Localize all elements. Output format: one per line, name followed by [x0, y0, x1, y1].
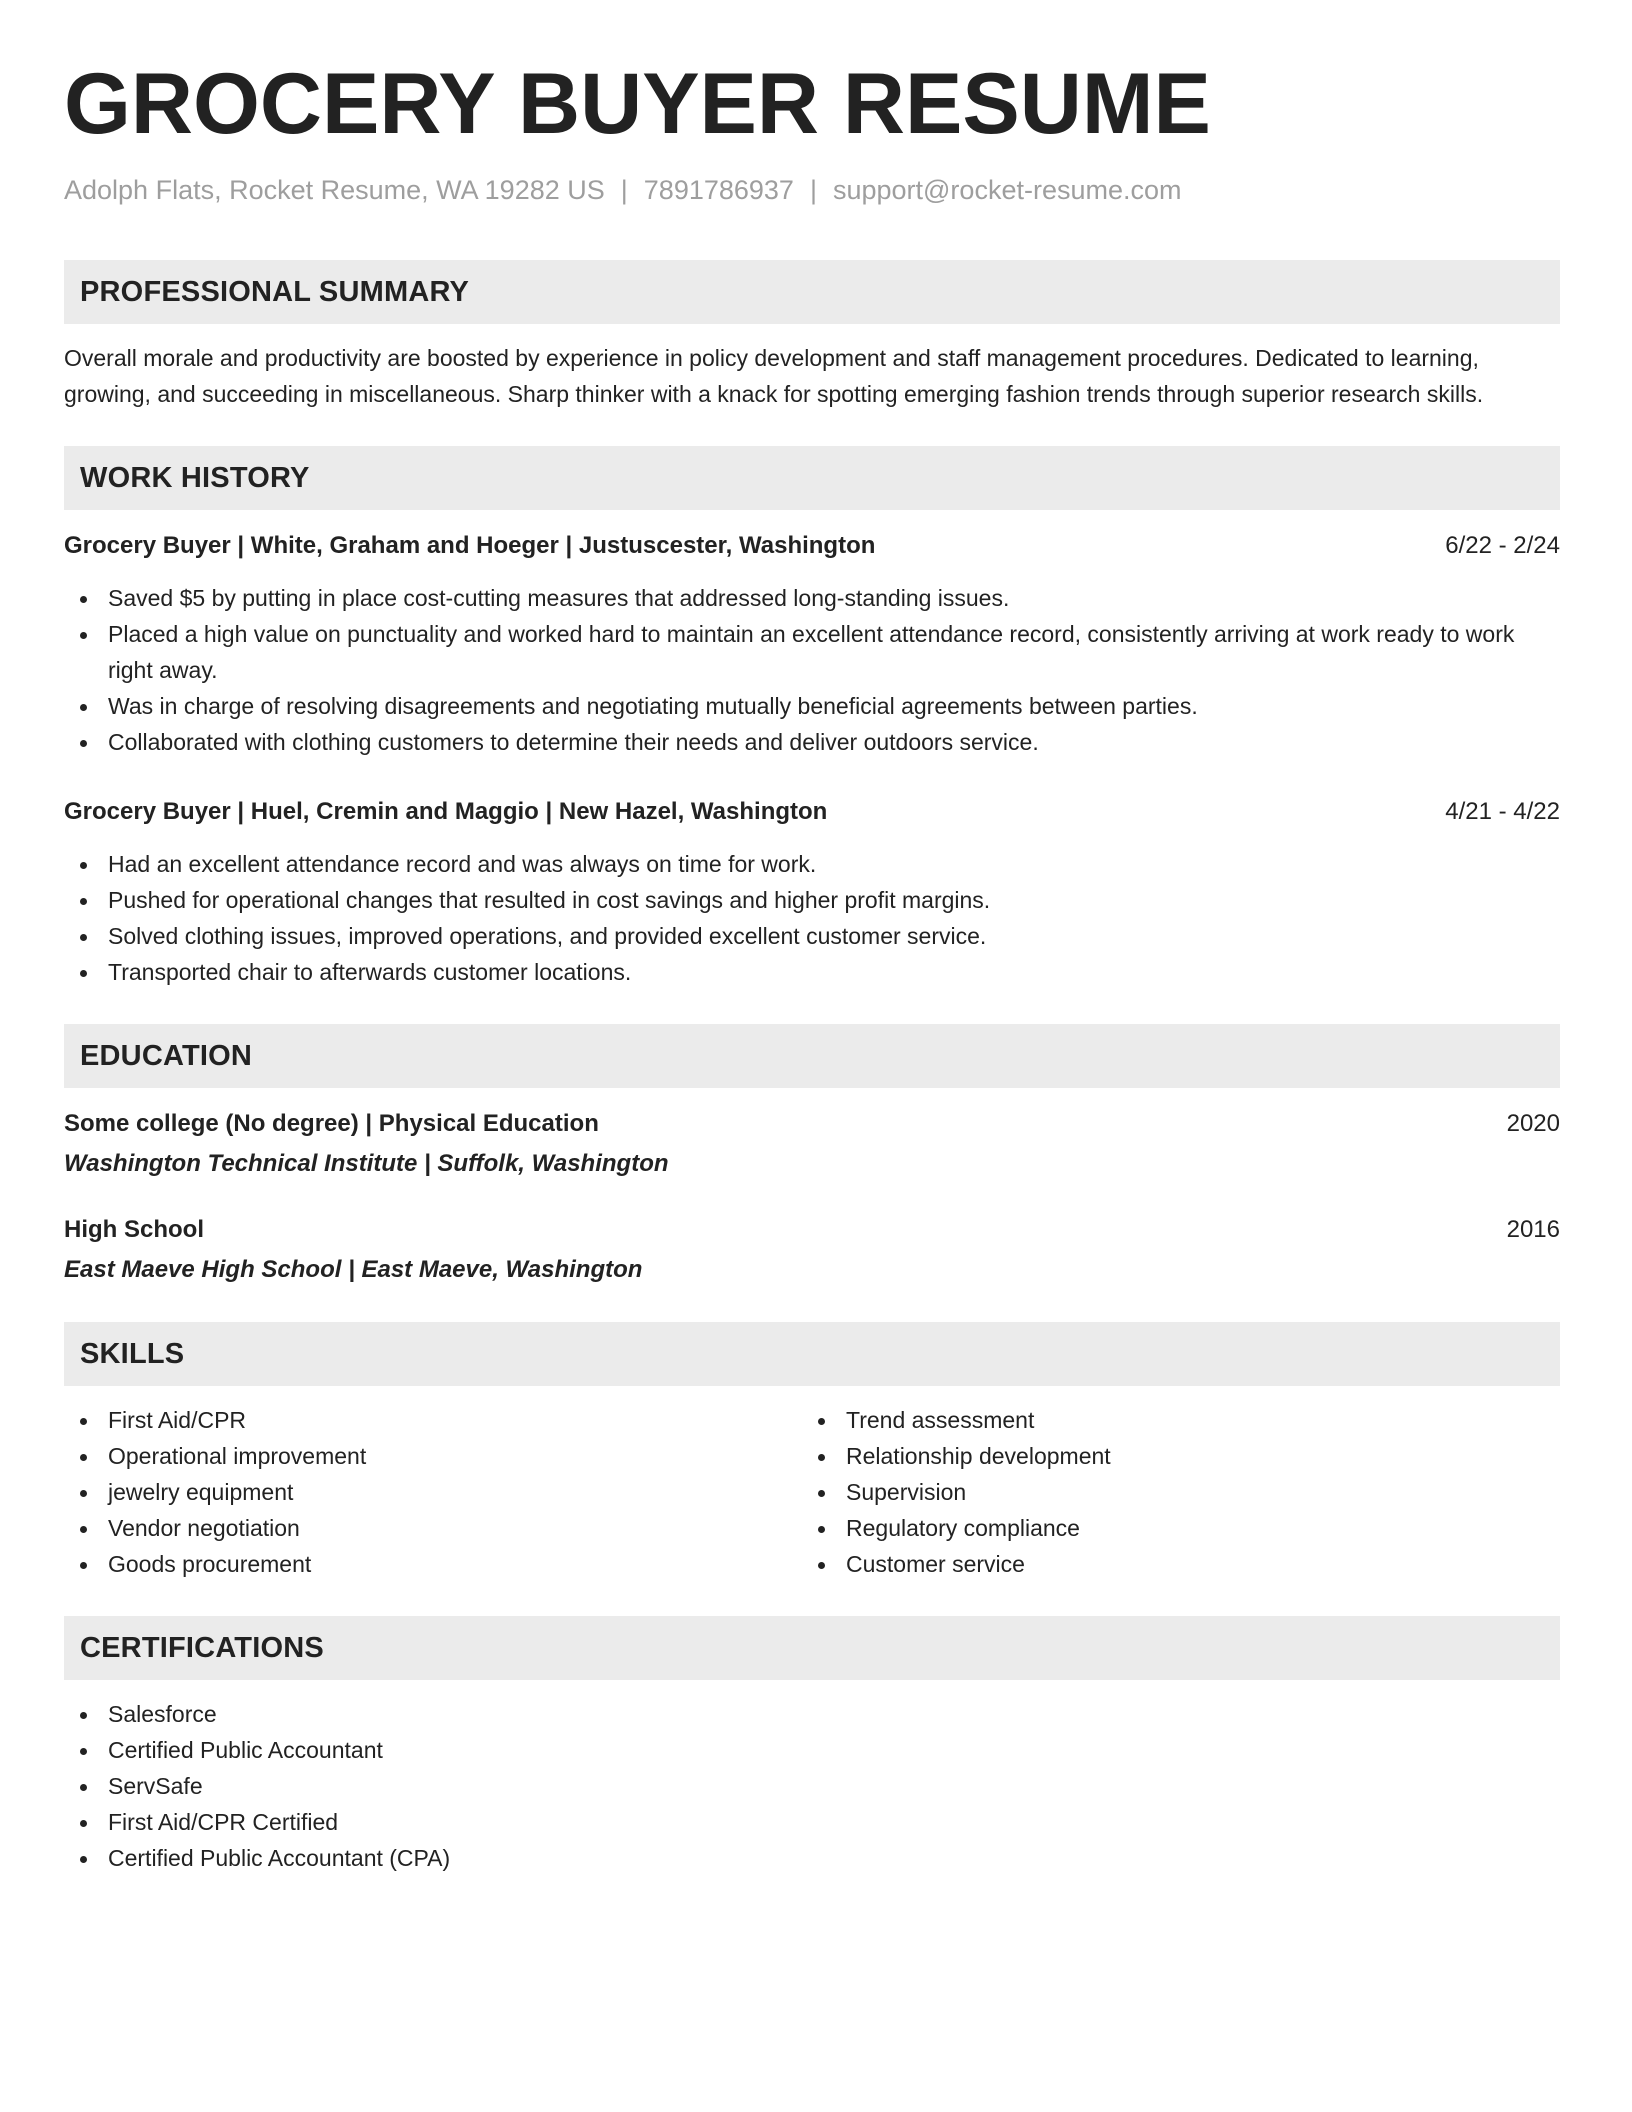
education-entry — [64, 1212, 1560, 1288]
section-heading-certifications: CERTIFICATIONS — [64, 1616, 1560, 1680]
education-school: East Maeve High School | East Maeve, Washington — [64, 1256, 643, 1283]
job-header — [64, 794, 1560, 830]
summary-text: Overall morale and productivity are boosted by experience in policy development and staff management procedures. Dedicated to learning, growing, and succeeding in miscellaneous. Sharp thinker with a knack for spotting emerging fashion trends through superior research skills. — [64, 345, 1484, 407]
section-heading-summary: PROFESSIONAL SUMMARY — [64, 260, 1560, 324]
list-item: ServSafe — [64, 1768, 1560, 1804]
list-item: Pushed for operational changes that resulted in cost savings and higher profit margins. — [64, 882, 1560, 918]
job-bullets — [64, 846, 1560, 990]
education-degree: High School — [64, 1216, 204, 1243]
list-item: First Aid/CPR — [64, 1402, 802, 1438]
certifications-list — [64, 1696, 1560, 1876]
contact-separator: | — [809, 175, 817, 205]
job-title: Grocery Buyer | Huel, Cremin and Maggio | New Hazel, Washington — [64, 798, 828, 825]
resume-page — [64, 52, 1560, 1876]
list-item: Transported chair to afterwards customer locations. — [64, 954, 1560, 990]
list-item: Relationship development — [802, 1438, 1540, 1474]
job-entry — [64, 528, 1560, 760]
job-dates: 6/22 - 2/24 — [1445, 532, 1560, 559]
job-title: Grocery Buyer | White, Graham and Hoeger | Justuscester, Washington — [64, 532, 876, 559]
job-dates: 4/21 - 4/22 — [1445, 798, 1560, 825]
list-item: Salesforce — [64, 1696, 1560, 1732]
education-year: 2016 — [1506, 1216, 1560, 1243]
list-item: Operational improvement — [64, 1438, 802, 1474]
list-item: Was in charge of resolving disagreements and negotiating mutually beneficial agreements between parties. — [64, 688, 1560, 724]
list-item: Customer service — [802, 1546, 1540, 1582]
list-item: Certified Public Accountant (CPA) — [64, 1840, 1560, 1876]
education-school: Washington Technical Institute | Suffolk, Washington — [64, 1150, 669, 1177]
section-heading-skills: SKILLS — [64, 1322, 1560, 1386]
list-item: Certified Public Accountant — [64, 1732, 1560, 1768]
list-item: Collaborated with clothing customers to determine their needs and deliver outdoors service. — [64, 724, 1560, 760]
list-item: First Aid/CPR Certified — [64, 1804, 1560, 1840]
list-item: Trend assessment — [802, 1402, 1540, 1438]
list-item: Saved $5 by putting in place cost-cutting measures that addressed long-standing issues. — [64, 580, 1560, 616]
list-item: Had an excellent attendance record and was always on time for work. — [64, 846, 1560, 882]
section-heading-education: EDUCATION — [64, 1024, 1560, 1088]
section-heading-work-history: WORK HISTORY — [64, 446, 1560, 510]
skills-columns — [64, 1402, 1560, 1582]
job-bullets — [64, 580, 1560, 760]
job-header — [64, 528, 1560, 564]
skills-list-right — [802, 1402, 1540, 1582]
education-entry — [64, 1106, 1560, 1182]
list-item: Solved clothing issues, improved operations, and provided excellent customer service. — [64, 918, 1560, 954]
contact-email: support@rocket-resume.com — [832, 175, 1182, 205]
list-item: Regulatory compliance — [802, 1510, 1540, 1546]
list-item: Supervision — [802, 1474, 1540, 1510]
contact-address: Adolph Flats, Rocket Resume, WA 19282 US — [64, 175, 605, 205]
skills-list-left — [64, 1402, 802, 1582]
list-item: jewelry equipment — [64, 1474, 802, 1510]
list-item: Vendor negotiation — [64, 1510, 802, 1546]
contact-phone: 7891786937 — [643, 175, 794, 205]
education-header — [64, 1106, 1560, 1142]
list-item: Placed a high value on punctuality and worked hard to maintain an excellent attendance record, consistently arriving at work ready to work right away. — [64, 616, 1560, 688]
education-degree: Some college (No degree) | Physical Education — [64, 1110, 599, 1137]
education-header — [64, 1212, 1560, 1248]
resume-title: GROCERY BUYER RESUME — [64, 56, 1211, 152]
list-item: Goods procurement — [64, 1546, 802, 1582]
education-year: 2020 — [1506, 1110, 1560, 1137]
job-entry — [64, 794, 1560, 990]
contact-separator: | — [620, 175, 628, 205]
contact-line — [64, 172, 1560, 208]
